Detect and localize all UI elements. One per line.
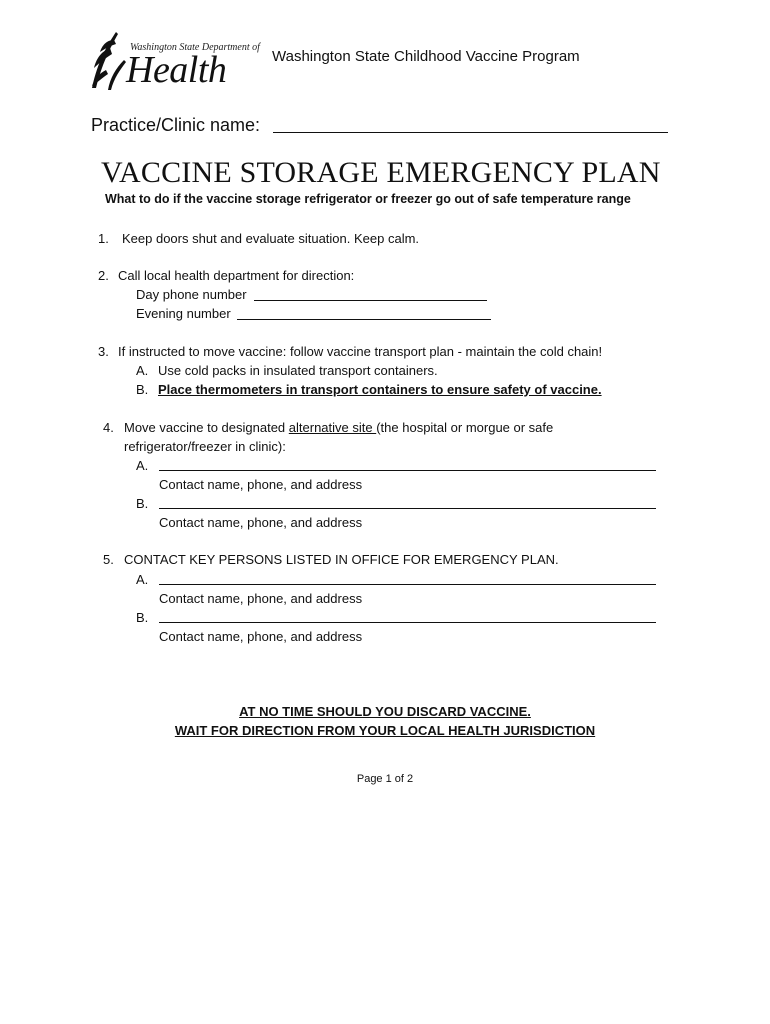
step-4a-contact-caption: Contact name, phone, and address	[159, 477, 363, 492]
warning-line-2: WAIT FOR DIRECTION FROM YOUR LOCAL HEALTH JURISDICTION	[174, 723, 596, 738]
step-3-text: If instructed to move vaccine: follow vaccine transport plan - maintain the cold chain!	[118, 344, 603, 359]
step-2-text: Call local health department for direction:	[118, 268, 355, 283]
page-number: Page 1 of 2	[356, 773, 414, 785]
page-title: VACCINE STORAGE EMERGENCY PLAN	[101, 156, 661, 189]
step-5a-field[interactable]	[159, 584, 656, 585]
step-5b-label: B.	[136, 610, 149, 625]
step-4-text-line2: refrigerator/freezer in clinic):	[124, 439, 286, 454]
step-5a-label: A.	[136, 572, 149, 587]
step-3a-label: A.	[136, 363, 149, 378]
step-3-number: 3.	[98, 344, 109, 359]
step-4b-contact-caption: Contact name, phone, and address	[159, 515, 363, 530]
page-subtitle: What to do if the vaccine storage refrigerator or freezer go out of safe temperature range	[105, 192, 631, 206]
step-4b-label: B.	[136, 496, 149, 511]
logo-department-text: Washington State Department of	[130, 42, 260, 53]
doh-logo	[86, 30, 260, 96]
step-4a-label: A.	[136, 458, 149, 473]
evening-phone-label: Evening number	[136, 306, 231, 321]
logo-health-text: Health	[126, 49, 227, 91]
step-5b-contact-caption: Contact name, phone, and address	[159, 629, 363, 644]
step-4b-field[interactable]	[159, 508, 656, 509]
step-5-text: CONTACT KEY PERSONS LISTED IN OFFICE FOR EMERGENCY PLAN.	[124, 552, 559, 567]
step-1-number: 1.	[98, 231, 109, 246]
clinic-name-label: Practice/Clinic name:	[91, 115, 261, 135]
step-4-text	[124, 420, 553, 435]
step-5b-field[interactable]	[159, 622, 656, 623]
step-4-number: 4.	[103, 420, 114, 435]
step-3b-text: Place thermometers in transport containers to ensure safety of vaccine.	[158, 382, 602, 397]
step-3b-label: B.	[136, 382, 149, 397]
day-phone-label: Day phone number	[136, 287, 247, 302]
step-1-text: Keep doors shut and evaluate situation. Keep calm.	[122, 231, 420, 246]
step-3a-text: Use cold packs in insulated transport containers.	[158, 363, 438, 378]
program-title: Washington State Childhood Vaccine Program	[272, 48, 580, 65]
clinic-name-field[interactable]	[273, 132, 668, 133]
day-phone-field[interactable]	[254, 300, 487, 301]
step-4-text-pre: Move vaccine to designated	[124, 420, 289, 435]
step-5a-contact-caption: Contact name, phone, and address	[159, 591, 363, 606]
evening-phone-field[interactable]	[237, 319, 491, 320]
step-2-number: 2.	[98, 268, 109, 283]
alternative-site-text: alternative site	[288, 420, 377, 435]
step-5-number: 5.	[103, 552, 114, 567]
warning-line-1: AT NO TIME SHOULD YOU DISCARD VACCINE.	[239, 704, 531, 719]
step-4-text-post: (the hospital or morgue or safe	[376, 420, 554, 435]
step-4a-field[interactable]	[159, 470, 656, 471]
